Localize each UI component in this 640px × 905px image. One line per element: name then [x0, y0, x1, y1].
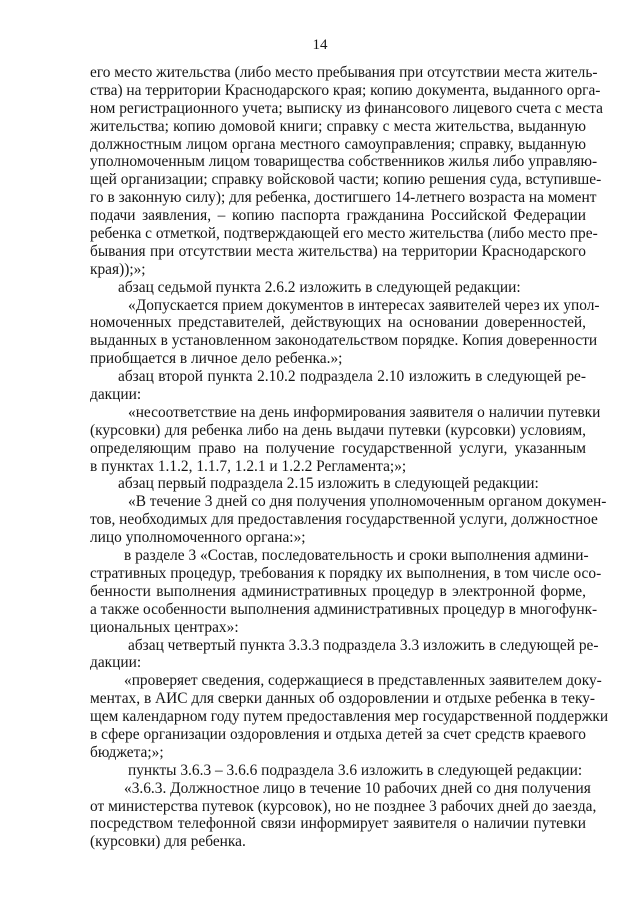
text-line: приобщается в личное дело ребенка.»; [90, 350, 343, 368]
paragraph [90, 636, 599, 673]
text-line: а также особенности выполнения административных процедур в многофунк- [90, 600, 598, 618]
text-line: в сфере организации оздоровления и отдыха детей за счет средств краевого [90, 725, 586, 743]
text-line: щем календарном году путем предоставления мер государственной поддержки [90, 708, 609, 726]
text-line: в пунктах 1.1.2, 1.1.7, 1.2.1 и 1.2.2 Регламента;»; [90, 457, 407, 475]
text-line: ства) на территории Краснодарского края; копию документа, выданного орга- [90, 81, 601, 99]
text-line: пункты 3.6.3 – 3.6.6 подраздела 3.6 изложить в следующей редакции: [128, 761, 583, 779]
text-line: выданных в установленном законодательством порядке. Копия доверенности [90, 332, 598, 350]
paragraph [90, 547, 602, 636]
text-line: от министерства путевок (курсовок), но не позднее 3 рабочих дней до заезда, [90, 797, 597, 815]
text-line: «проверяет сведения, содержащиеся в представленных заявителем доку- [124, 672, 602, 690]
text-line: го в законную силу); для ребенка, достигшего 14-летнего возраста на момент [90, 189, 597, 207]
document-body [90, 64, 609, 851]
text-line: абзац первый подраздела 2.15 изложить в следующей редакции: [118, 475, 539, 493]
text-line: дакции: [90, 386, 142, 404]
text-line: «3.6.3. Должностное лицо в течение 10 рабочих дней со дня получения [124, 779, 591, 797]
text-line: края));»; [90, 260, 146, 278]
text-line: лицо уполномоченного органа:»; [90, 529, 306, 547]
paragraph [90, 475, 586, 493]
paragraph [90, 672, 609, 761]
text-line: «В течение 3 дней со дня получения уполномоченным органом докумен- [128, 493, 607, 511]
text-line: абзац второй пункта 2.10.2 подраздела 2.10 изложить в следующей ре- [118, 368, 586, 386]
text-line: номоченных представителей, действующих на основании доверенностей, [90, 314, 586, 332]
paragraph [90, 296, 600, 369]
text-line: тов, необходимых для предоставления государственной услуги, должностное [90, 511, 598, 529]
text-line: определяющим право на получение государственной услуги, указанным [90, 439, 586, 457]
page-number: 14 [312, 37, 328, 53]
text-line: щей организации; справку войсковой части; копию решения суда, вступивше- [90, 171, 602, 189]
text-line: подачи заявления, – копию паспорта гражданина Российской Федерации [90, 207, 586, 225]
text-line: ном регистрационного учета; выписку из финансового лицевого счета с места [90, 99, 603, 117]
text-line: циональных центрах»: [90, 618, 239, 636]
text-line: бюджета;»; [90, 743, 164, 761]
paragraph [90, 64, 603, 279]
text-line: посредством телефонной связи информирует заявителя о наличии путевки [90, 815, 586, 833]
text-line: абзац четвертый пункта 3.3.3 подраздела 3.3 изложить в следующей ре- [128, 636, 599, 654]
text-line: (курсовки) для ребенка либо на день выдачи путевки (курсовки) условиям, [90, 421, 586, 439]
paragraph [90, 779, 597, 852]
text-line: уполномоченным лицом товарищества собственников жилья либо управляю- [90, 153, 598, 171]
text-line: абзац седьмой пункта 2.6.2 изложить в следующей редакции: [118, 278, 521, 296]
paragraph [90, 762, 586, 780]
text-line: бывания при отсутствии места жительства) на территории Краснодарского [90, 242, 586, 260]
paragraph [90, 403, 601, 476]
text-line: должностным лицом органа местного самоуправления; справку, выданную [90, 135, 586, 153]
paragraph [90, 279, 586, 297]
text-line: «несоответствие на день информирования заявителя о наличии путевки [128, 403, 601, 421]
text-line: жительства; копию домовой книги; справку с места жительства, выданную [90, 117, 586, 135]
text-line: ментах, в АИС для сверки данных об оздоровлении и отдыхе ребенка в теку- [90, 690, 596, 708]
text-line: дакции: [90, 654, 142, 672]
text-line: бенности выполнения административных процедур в электронной форме, [90, 582, 586, 600]
paragraph [90, 368, 586, 404]
text-line: его место жительства (либо место пребывания при отсутствии места житель- [90, 64, 598, 81]
text-line: стративных процедур, требования к порядку их выполнения, в том числе осо- [90, 564, 602, 582]
text-line: ребенка с отметкой, подтверждающей его место жительства (либо место пре- [90, 225, 598, 243]
text-line: в разделе 3 «Состав, последовательность и сроки выполнения админи- [124, 547, 589, 565]
text-line: «Допускается прием документов в интересах заявителей через их упол- [128, 296, 600, 314]
text-line: (курсовки) для ребенка. [90, 833, 246, 851]
paragraph [90, 493, 607, 547]
